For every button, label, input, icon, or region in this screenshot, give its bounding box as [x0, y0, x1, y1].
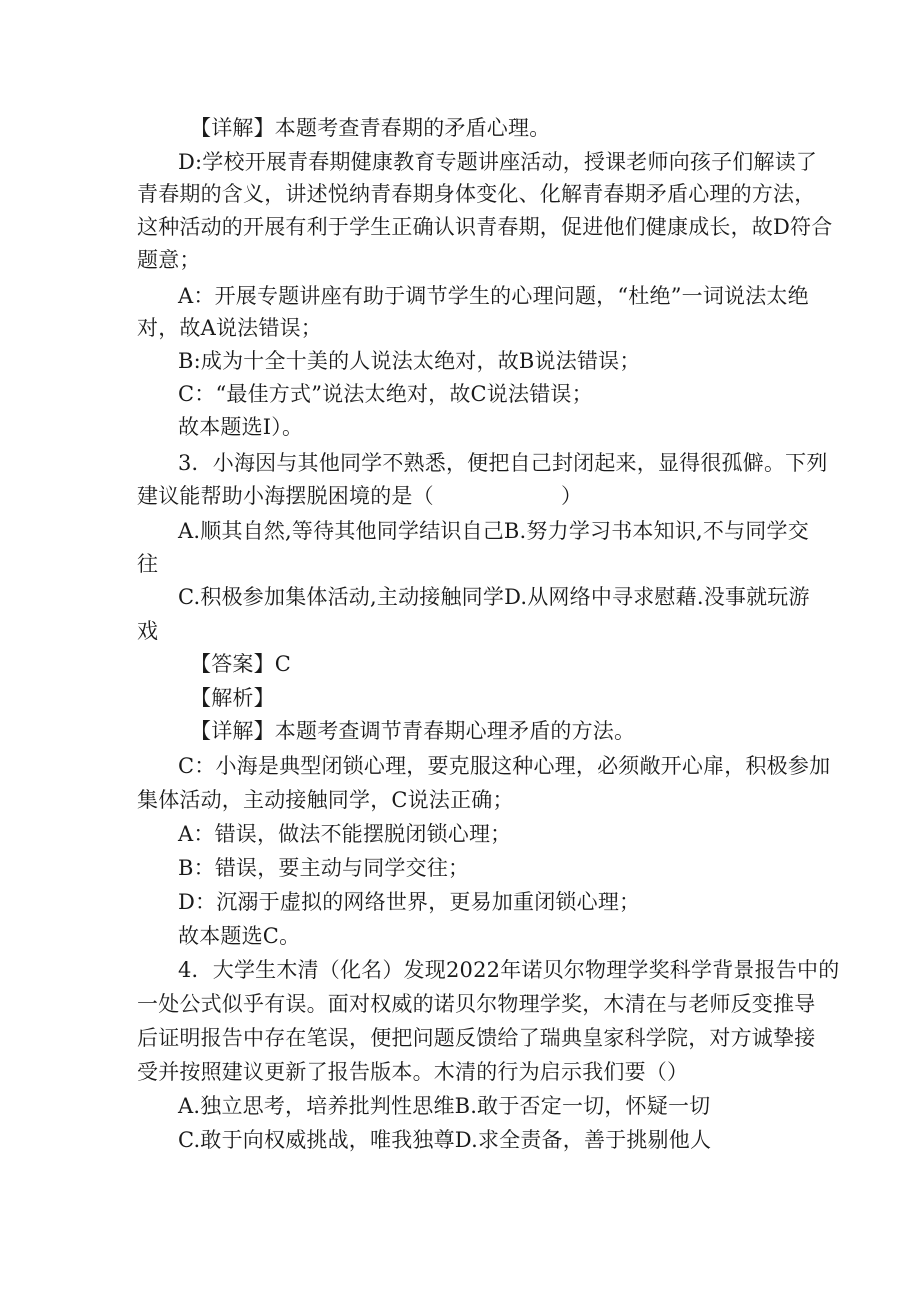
option-line: 戏 — [137, 619, 159, 643]
text-line: 题意； — [137, 248, 201, 272]
text-line: B:成为十全十美的人说法太绝对，故B说法错误； — [178, 349, 641, 373]
question-line: 3．小海因与其他同学不熟悉，便把自己封闭起来，显得很孤僻。下列 — [178, 451, 828, 475]
text-line: A：开展专题讲座有助于调节学生的心理问题，“杜绝”一词说法太绝 — [178, 284, 809, 308]
text-line: 青春期的含义，讲述悦纳青春期身体变化、化解青春期矛盾心理的方法， — [137, 182, 816, 206]
option-line: A.独立思考，培养批判性思维B.敢于否定一切，怀疑一切 — [178, 1094, 711, 1118]
question-line: 后证明报告中存在笔误，便把问题反馈给了瑞典皇家科学院，对方诚挚接 — [137, 1026, 816, 1050]
text-line: B：错误，要主动与同学交往； — [178, 856, 470, 880]
question-line: 4．大学生木清（化名）发现2022年诺贝尔物理学奖科学背景报告中的 — [178, 958, 840, 982]
question-line: 受并按照建议更新了报告版本。木清的行为启示我们要（） — [137, 1060, 689, 1084]
answer-line: 【答案】C — [190, 652, 292, 676]
text-line: 故本题选I）。 — [178, 415, 304, 439]
question-line: 建议能帮助小海摆脱困境的是（ ） — [137, 484, 583, 508]
text-line: 【详解】本题考查青春期的矛盾心理。 — [190, 116, 551, 140]
text-line: D:学校开展青春期健康教育专题讲座活动，授课老师向孩子们解读了 — [178, 150, 818, 174]
text-line: C：小海是典型闭锁心理，要克服这种心理，必须敞开心扉，积极参加 — [178, 754, 831, 778]
question-line: 一处公式似乎有误。面对权威的诺贝尔物理学奖，木清在与老师反变推导 — [137, 992, 816, 1016]
option-line: C.积极参加集体活动,主动接触同学D.从网络中寻求慰藉.没事就玩游 — [178, 585, 810, 609]
text-line: 故本题选C。 — [178, 924, 301, 948]
option-line: C.敢于向权威挑战，唯我独尊D.求全责备，善于挑剔他人 — [178, 1128, 712, 1152]
text-line: 【详解】本题考查调节青春期心理矛盾的方法。 — [190, 719, 636, 743]
text-line: 这种活动的开展有利于学生正确认识青春期，促进他们健康成长，故D符合 — [137, 215, 833, 239]
text-line: 集体活动，主动接触同学，C说法正确； — [137, 788, 514, 812]
text-line: 对，故A说法错误； — [137, 316, 322, 340]
analysis-label: 【解析】 — [190, 686, 275, 710]
text-line: C：“最佳方式”说法太绝对，故C说法错误； — [178, 382, 593, 406]
text-line: D：沉溺于虚拟的网络世界，更易加重闭锁心理； — [178, 890, 641, 914]
option-line: A.顺其自然,等待其他同学结识自己B.努力学习书本知识,不与同学交 — [178, 519, 809, 543]
option-line: 往 — [137, 552, 159, 576]
text-line: A：错误，做法不能摆脱闭锁心理； — [178, 822, 512, 846]
